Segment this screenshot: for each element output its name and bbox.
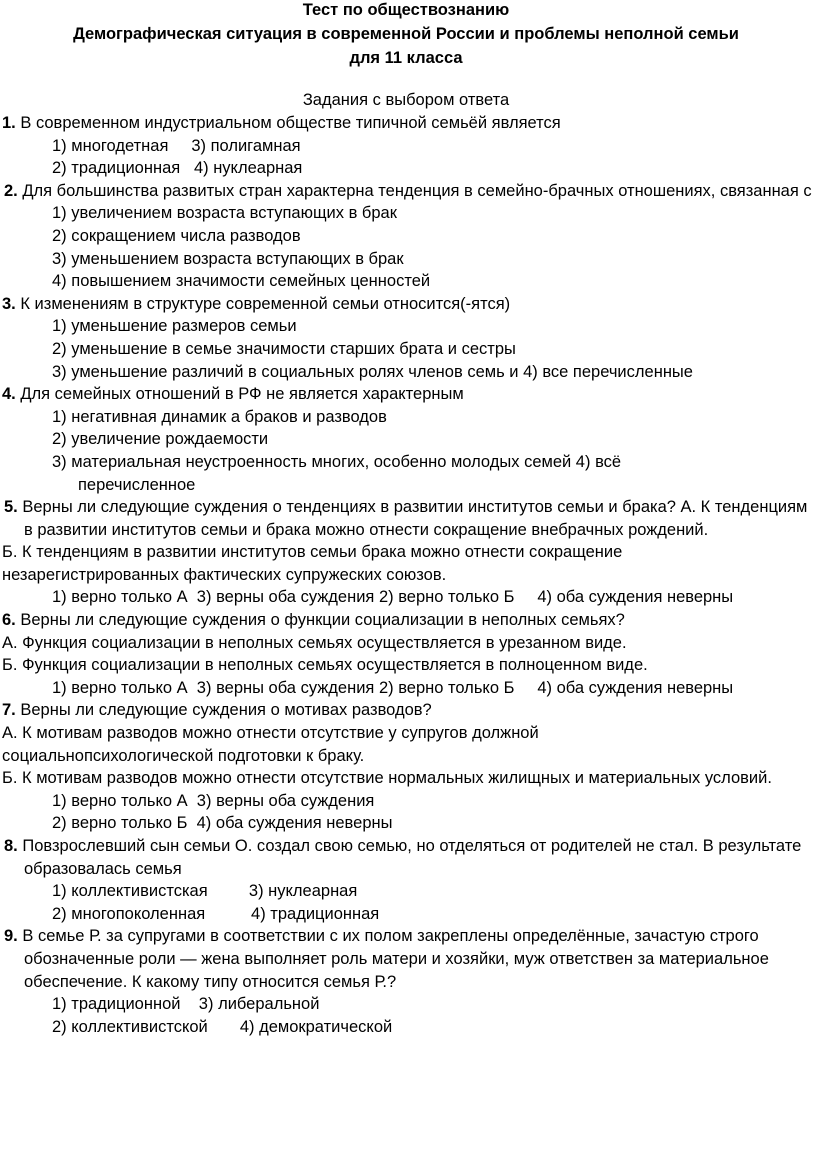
question-5 [2, 496, 812, 541]
question-text: Для большинства развитых стран характерна тенденция в семейно-брачных отношениях, связанная с [17, 181, 812, 200]
answer-option: 2) уменьшение в семье значимости старших брата и сестры [52, 339, 516, 358]
question-text: Повзрослевший сын семьи О. создал свою семью, но отделяться от родителей не стал. В результате образовалась семья [17, 837, 802, 878]
answer-options: 2) многопоколенная 4) традиционная [52, 904, 380, 923]
question-number: 7. [2, 701, 16, 720]
question-text: Для семейных отношений в РФ не является характерным [15, 385, 464, 404]
answer-options: 2) традиционная 4) нуклеарная [52, 159, 303, 178]
document-title: Тест по обществознанию [302, 1, 510, 19]
question-text: В семье Р. за супругами в соответствии с их полом закреплены определённые, зачастую строго обозначенные роли — жена выполняет роль матери и хозяйки, муж ответствен за материальное обеспечение. К какому типу относится семья Р.? [17, 927, 769, 991]
question-text: Верны ли следующие суждения о тенденциях в развитии институтов семьи и брака? А. К тенденциям в развитии институтов семьи и брака можно отнести сокращение внебрачных рождений. [17, 498, 808, 539]
question-text: В современном индустриальном обществе типичной семьёй является [15, 114, 561, 132]
statement-b: Б. Функция социализации в неполных семьях осуществляется в полноценном виде. [2, 656, 648, 675]
answer-options: 1) традиционной 3) либеральной [52, 995, 320, 1014]
question-text: Верны ли следующие суждения о функции социализации в неполных семьях? [15, 611, 625, 630]
statement-a: А. Функция социализации в неполных семьях осуществляется в урезанном виде. [2, 633, 627, 652]
question-3 [2, 293, 812, 316]
section-heading: Задания с выбором ответа [302, 91, 510, 109]
answer-option: 2) сокращением числа разводов [52, 226, 301, 245]
question-9 [2, 925, 812, 993]
question-6 [2, 609, 812, 632]
question-number: 8. [4, 837, 18, 855]
question-7 [2, 699, 812, 722]
statement-b: Б. К тенденциям в развитии институтов семьи брака можно отнести сокращение незарегистрированных фактических супружеских союзов. [2, 543, 623, 584]
question-1 [2, 112, 812, 135]
answer-options: 1) многодетная 3) полигамная [52, 136, 301, 155]
answer-options: 1) верно только А 3) верны оба суждения 2) верно только Б 4) оба суждения неверны [52, 678, 734, 697]
answer-option: 1) негативная динамик а браков и разводов [52, 407, 387, 426]
answer-option: 1) увеличением возраста вступающих в брак [52, 204, 397, 223]
question-8 [2, 835, 812, 880]
answer-option: 4) повышением значимости семейных ценностей [52, 272, 431, 291]
statement-b: Б. К мотивам разводов можно отнести отсутствие нормальных жилищных и материальных условий. [2, 769, 772, 788]
answer-option: 3) уменьшение различий в социальных ролях членов семь и 4) все перечисленные [52, 362, 693, 381]
answer-option: 3) уменьшением возраста вступающих в брак [52, 249, 404, 268]
question-number: 6. [2, 611, 16, 630]
question-number: 9. [4, 927, 18, 946]
answer-options: 1) верно только А 3) верны оба суждения [52, 791, 375, 810]
document-grade: для 11 класса [349, 49, 463, 67]
question-4 [2, 383, 812, 406]
question-number: 2. [4, 181, 18, 200]
question-2 [2, 180, 812, 203]
answer-options: 2) верно только Б 4) оба суждения неверны [52, 814, 393, 833]
question-number: 1. [2, 114, 16, 132]
question-number: 4. [2, 385, 16, 404]
answer-option: 2) увеличение рождаемости [52, 430, 269, 449]
answer-option: 3) материальная неустроенность многих, особенно молодых семей 4) всё перечисленное [52, 452, 622, 494]
question-number: 5. [4, 498, 18, 517]
document-topic: Демографическая ситуация в современной России и проблемы неполной семьи [73, 25, 739, 43]
statement-a: А. К мотивам разводов можно отнести отсутствие у супругов должной социальнопсихологической подготовки к браку. [2, 724, 539, 765]
answer-options: 1) коллективистская 3) нуклеарная [52, 882, 358, 901]
answer-options: 1) верно только А 3) верны оба суждения 2) верно только Б 4) оба суждения неверны [52, 588, 734, 607]
question-text: Верны ли следующие суждения о мотивах разводов? [15, 701, 432, 720]
question-number: 3. [2, 294, 16, 313]
answer-options: 2) коллективистской 4) демократической [52, 1017, 393, 1036]
answer-option: 1) уменьшение размеров семьи [52, 317, 297, 336]
question-text: К изменениям в структуре современной семьи относится(-ятся) [15, 294, 511, 313]
